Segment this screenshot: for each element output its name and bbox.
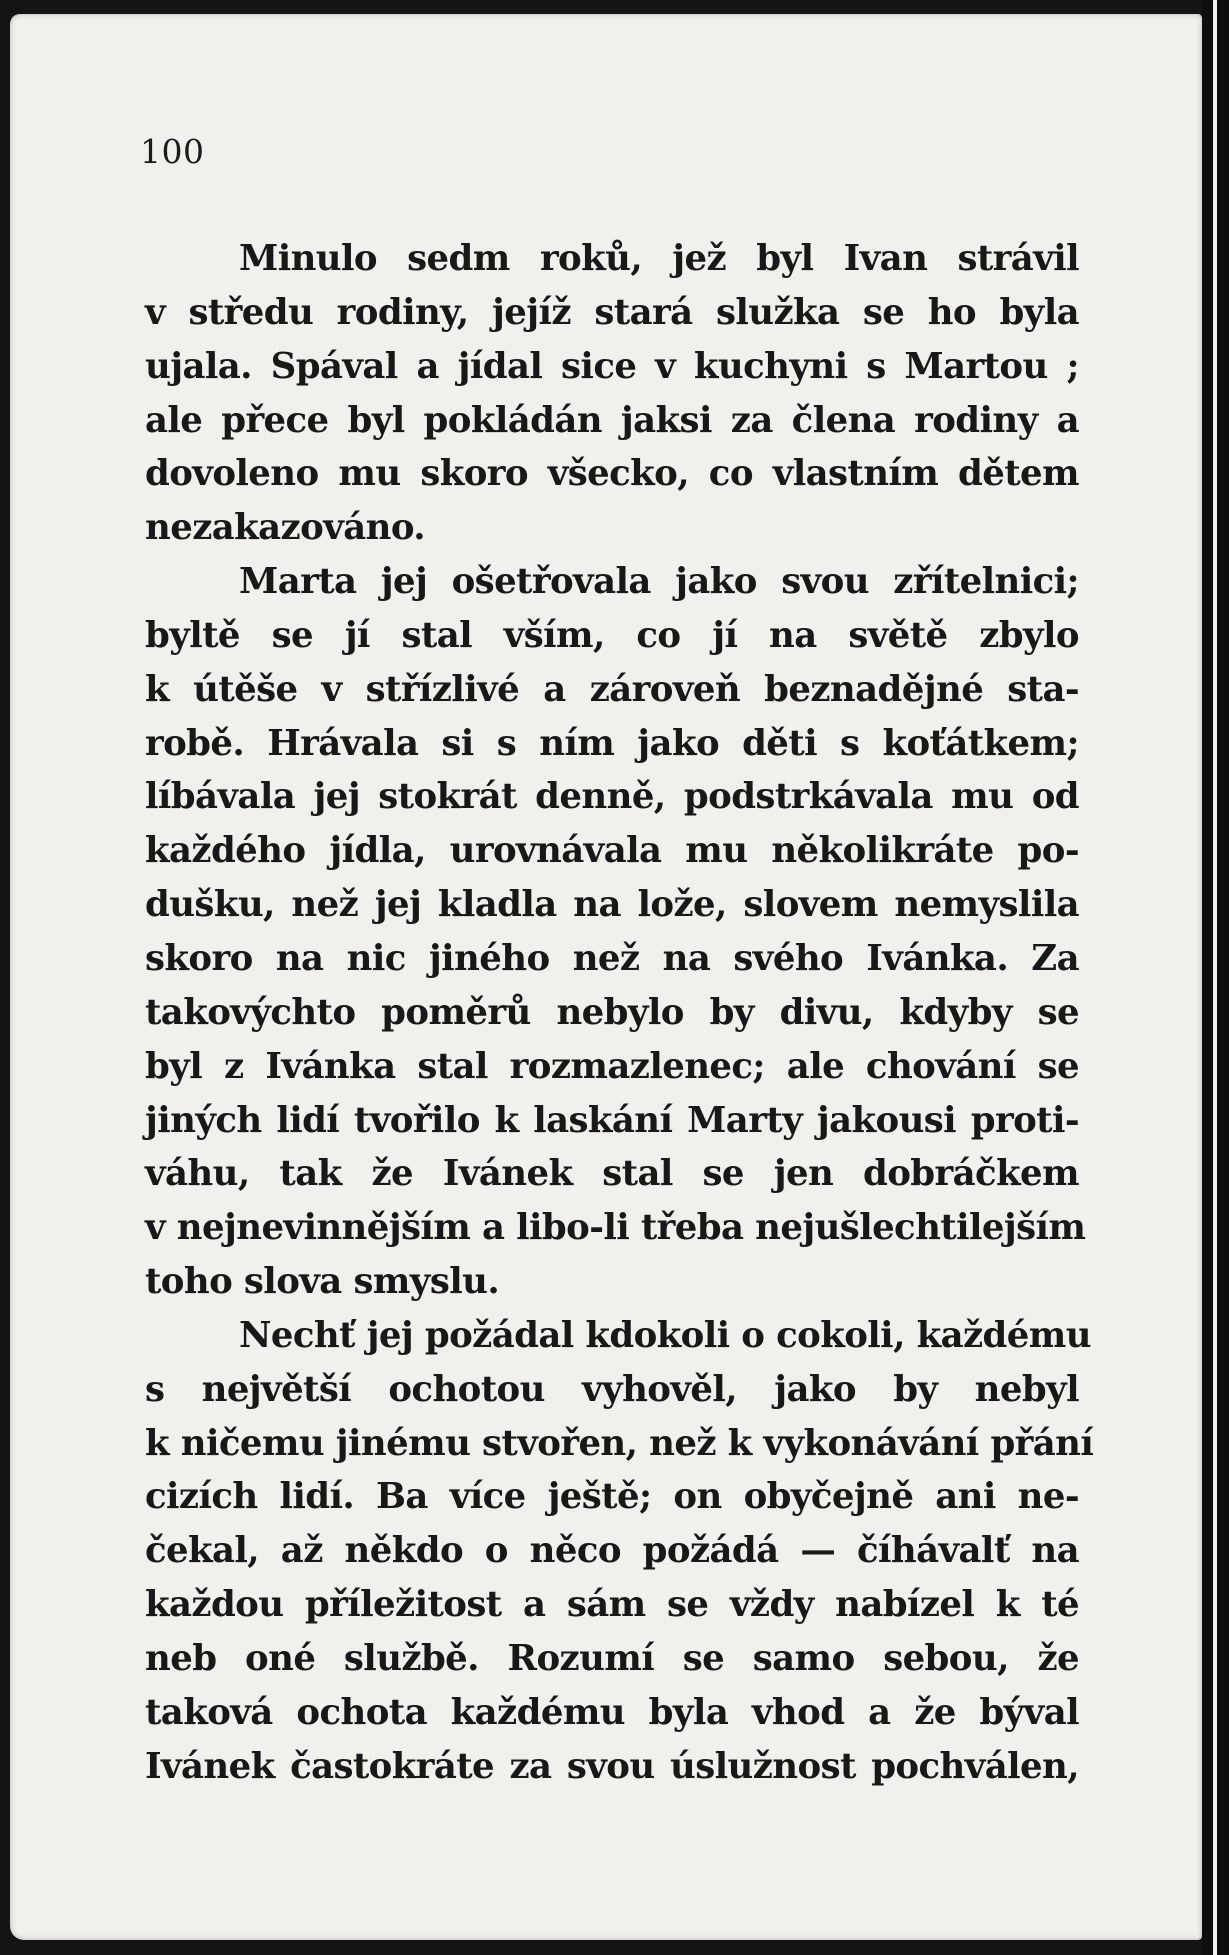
text-line: každého jídla, urovnávala mu několikráte po- (145, 830, 1079, 872)
book-page (10, 14, 1202, 1940)
text-line: dušku, než jej kladla na lože, slovem nemyslila (145, 884, 1079, 926)
text-line: neb oné službě. Rozumí se samo sebou, že (145, 1637, 1079, 1679)
text-line: nezakazováno. (145, 507, 426, 549)
text-line: v středu rodiny, jejíž stará služka se ho byla (145, 291, 1079, 333)
paragraph-1 (145, 232, 1079, 555)
text-line: byltě se jí stal vším, co jí na světě zbylo (145, 614, 1079, 656)
text-line: cizích lidí. Ba více ještě; on obyčejně ani ne- (145, 1476, 1079, 1518)
text-line: byl z Ivánka stal rozmazlenec; ale chování se (145, 1045, 1079, 1087)
text-line: takovýchto poměrů nebylo by divu, kdyby se (145, 991, 1079, 1033)
text-line: robě. Hrávala si s ním jako děti s koťátkem; (145, 722, 1079, 764)
text-line: taková ochota každému byla vhod a že býval (145, 1691, 1079, 1733)
scan-edge-line (1213, 0, 1217, 1955)
text-line: ujala. Spával a jídal sice v kuchyni s Martou ; (145, 345, 1079, 387)
text-line: skoro na nic jiného než na svého Ivánka. Za (145, 937, 1079, 979)
text-line: Marta jej ošetřovala jako svou zřítelnici; (239, 561, 1079, 603)
text-line: čekal, až někdo o něco požádá — číhávalť na (145, 1530, 1079, 1572)
body-text (145, 232, 1094, 1793)
text-line: váhu, tak že Ivánek stal se jen dobráčkem (145, 1153, 1079, 1195)
text-line: líbávala jej stokrát denně, podstrkávala mu od (145, 776, 1079, 818)
text-line: s největší ochotou vyhověl, jako by nebyl (145, 1368, 1079, 1410)
paragraph-2 (145, 555, 1086, 1309)
text-line: k ničemu jinému stvořen, než k vykonávání přání (145, 1422, 1094, 1464)
text-line: ale přece byl pokládán jaksi za člena rodiny a (145, 399, 1079, 441)
page-number: 100 (140, 132, 205, 171)
text-line: jiných lidí tvořilo k laskání Marty jakousi proti- (145, 1099, 1079, 1141)
text-line: Nechť jej požádal kdokoli o cokoli, každému (239, 1314, 1091, 1356)
text-line: v nejnevinnějším a libo-li třeba nejušlechtilejším (145, 1207, 1086, 1249)
paragraph-3 (145, 1309, 1094, 1794)
text-line: k útěše v střízlivé a zároveň beznadějné sta- (145, 668, 1079, 710)
text-line: toho slova smyslu. (145, 1261, 500, 1303)
text-line: Ivánek častokráte za svou úslužnost pochválen, (145, 1745, 1079, 1787)
text-line: dovoleno mu skoro všecko, co vlastním dětem (145, 453, 1079, 495)
text-line: každou příležitost a sám se vždy nabízel k té (145, 1584, 1079, 1626)
text-line: Minulo sedm roků, jež byl Ivan strávil (239, 238, 1079, 279)
